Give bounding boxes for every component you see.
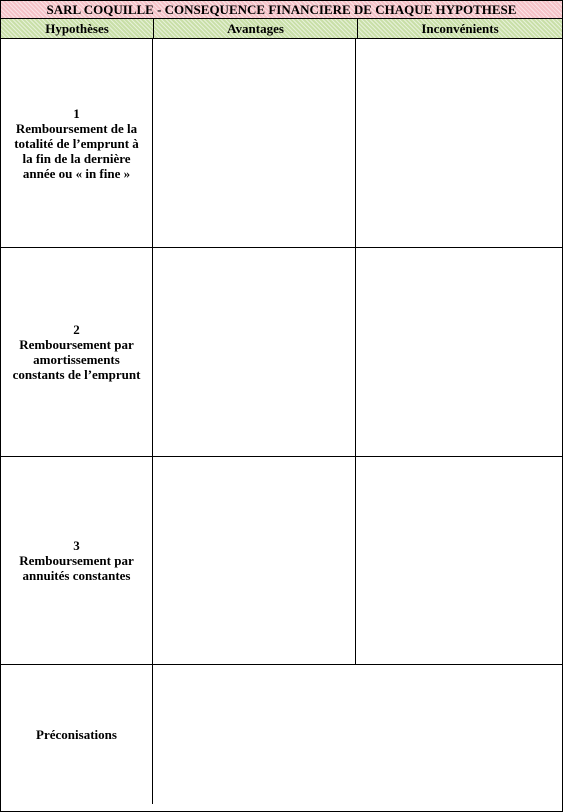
hypothesis-2-line-2: amortissements [33, 352, 120, 367]
hypothesis-3-cell [1, 457, 153, 664]
preconisations-content-cell[interactable] [153, 665, 562, 804]
hypothesis-2-line-1: Remboursement par [19, 337, 134, 352]
hypothesis-2-inconvenients-cell[interactable] [356, 248, 562, 456]
hypothesis-2-cell [1, 248, 153, 456]
hypothesis-1-avantages-cell[interactable] [153, 39, 356, 247]
header-inconvenients: Inconvénients [358, 19, 562, 38]
hypothesis-3-line-2: annuités constantes [22, 568, 131, 583]
table-row-hypothesis-2 [1, 248, 562, 457]
hypothesis-3-inconvenients-cell[interactable] [356, 457, 562, 664]
hypothesis-1-line-4: année ou « in fine » [22, 165, 131, 181]
table-title: SARL COQUILLE - CONSEQUENCE FINANCIERE DE CHAQUE HYPOTHESE [1, 1, 562, 19]
hypothesis-1-line-1: Remboursement de la [15, 120, 138, 136]
header-row [1, 19, 562, 39]
hypothesis-2-number: 2 [73, 322, 80, 337]
hypothesis-1-line-3: la fin de la dernière [22, 150, 131, 166]
preconisations-label-cell [1, 665, 153, 804]
hypothesis-1-cell [1, 39, 153, 247]
hypothesis-3-number: 3 [73, 538, 80, 553]
hypothesis-2-line-3: constants de l’emprunt [12, 367, 141, 382]
table-row-hypothesis-3 [1, 457, 562, 665]
hypothesis-1-line-2: totalité de l’emprunt à [14, 135, 139, 151]
hypothesis-3-avantages-cell[interactable] [153, 457, 356, 664]
hypothesis-3-line-1: Remboursement par [19, 553, 134, 568]
table-row-preconisations [1, 665, 562, 804]
preconisations-label: Préconisations [36, 727, 117, 742]
header-avantages: Avantages [154, 19, 358, 38]
hypothesis-2-avantages-cell[interactable] [153, 248, 356, 456]
table-row-hypothesis-1 [1, 39, 562, 248]
hypothesis-1-inconvenients-cell[interactable] [356, 39, 562, 247]
hypothesis-1-number: 1 [73, 105, 80, 121]
header-hypotheses: Hypothèses [1, 19, 154, 38]
